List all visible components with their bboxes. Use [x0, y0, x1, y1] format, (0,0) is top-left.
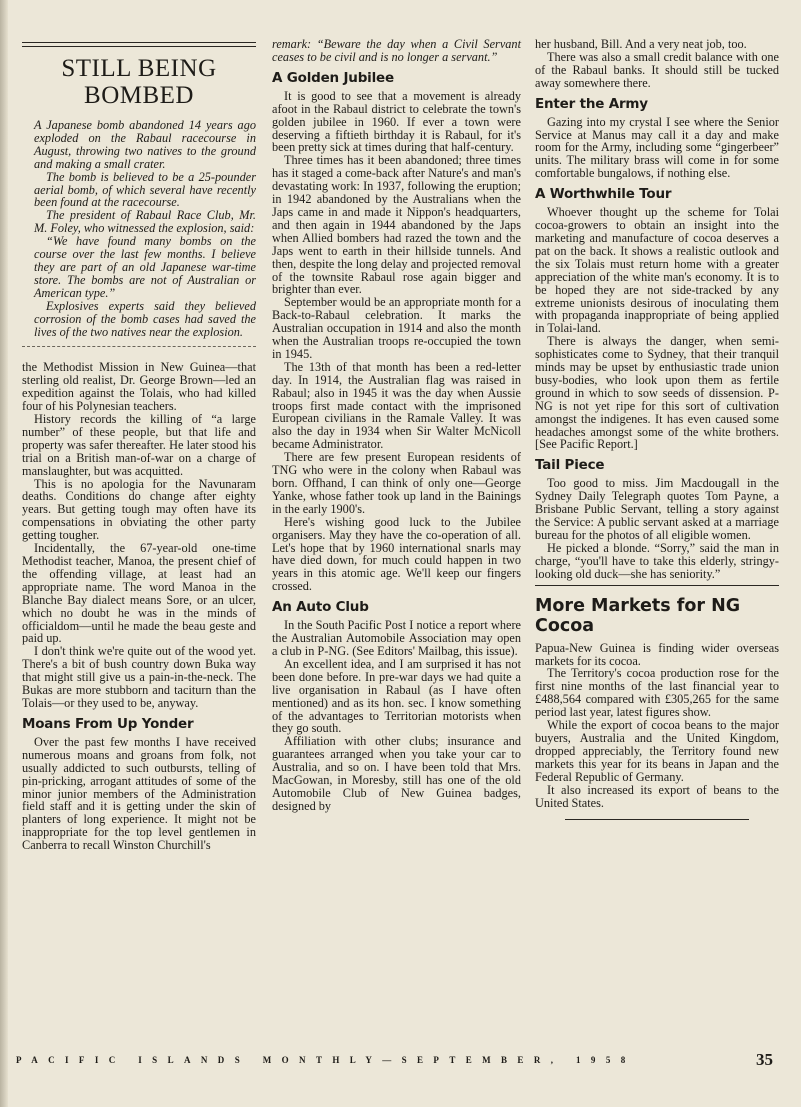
body-paragraph: There are few present European residents of TNG who were in the colony when Rabaul was born. Offhand, I can think of only one—George Yanke, whose father took up land in the Bainings in the early 1900's. [272, 450, 521, 516]
body-paragraph: In the South Pacific Post I notice a report where the Australian Automobile Association may open a club in P-NG. (See Editors' Mailbag, this issue). [272, 618, 521, 658]
body-paragraph: Papua-New Guinea is finding wider overseas markets for its cocoa. [535, 640, 779, 668]
body-paragraph: History records the killing of “a large number” of these people, but that life and property was safer thereafter. He later stood his trial on a British man-of-war on a charge of manslaughter, but was acquitted. [22, 412, 256, 478]
body-paragraph: Three times has it been abandoned; three times has it staged a come-back after Nature's and man's devastating work: In 1937, following the eruption; in 1942 abandoned by the Australians when the Japs came in and made it Nippon's headquarters, and then again in 1944 abandoned by the Japs when Allied bombers had razed the town and the Japs went to earth in their hillside tunnels. And then, despite the long delay and projected removal of the townsite Rabaul rose again bigger and brighter than ever. [272, 153, 521, 297]
end-rule [565, 819, 749, 820]
body-paragraph: her husband, Bill. And a very neat job, too. [535, 37, 747, 51]
body-paragraph: Incidentally, the 67-year-old one-time Methodist teacher, Manoa, the present chief of the offending village, at least had an appropriate name. The word Manoa in the Blanche Bay dialect means Sore, or an ulcer, which no doubt he was in the minds of officialdom—until he made the beau geste and paid up. [22, 541, 256, 646]
body-paragraph: Whoever thought up the scheme for Tolai cocoa-growers to obtain an insight into the marketing and manufacture of cocoa deserves a pat on the back. It shows a realistic outlook and the six Tolais must return home with a greater appreciation of the white man's economy. It is to be hoped they are not side-tracked by any extreme unionists desirous of inoculating them with propaganda inappropriate of being applied in Tolai-land. [535, 205, 779, 336]
boxed-story-title: STILL BEING BOMBED [61, 55, 217, 109]
boxed-paragraph: Explosives experts said they believed corrosion of the bomb cases had saved the lives of the two natives near the explosion. [34, 298, 256, 339]
body-paragraph: There is always the danger, when semi-sophisticates come to Sydney, that their tranquil minds may be upset by enthusiastic trade union busy-bodies, who look upon them as fertile ground in which to sow seeds of dissension. P-NG is not yet ripe for this sort of cultivation amongst the indigenes. It has even caused some headaches amongst some of the white brothers. [See Pacific Report.] [535, 334, 779, 452]
body-paragraph: He picked a blonde. “Sorry,” said the man in charge, “you'll have to take this elderly, stringy-looking old duck—she has seniority.” [535, 540, 779, 581]
body-paragraph: Here's wishing good luck to the Jubilee organisers. May they have the co-operation of all. Let's hope that by 1960 international snarls may have died down, for much could happen in two years in this atomic age. We'll keep our fingers crossed. [272, 514, 521, 594]
running-footer: PACIFIC ISLANDS MONTHLY—SEPTEMBER, 1958 [16, 1055, 636, 1065]
body-paragraph: It also increased its export of beans to the United States. [535, 782, 779, 810]
page-gutter-shadow [0, 0, 8, 1107]
body-paragraph: The Territory's cocoa production rose for the first nine months of the last financial year to £488,564 compared with £305,265 for the same period last year, latest figures show. [535, 666, 779, 720]
body-paragraph: Too good to miss. Jim Macdougall in the Sydney Daily Telegraph quotes Tom Payne, a Brisbane Public Servant, telling a story against the Service: A public servant asked at a marriage bureau for the photos of all eligible women. [535, 476, 779, 542]
body-paragraph: The 13th of that month has been a red-letter day. In 1914, the Australian flag was raised in Rabaul; also in 1945 it was the day when Aussie troops first made contact with the imprisoned European civilians in the Ramale Valley. It was also the day in 1934 when Sir Walter McNicoll became Administrator. [272, 359, 521, 452]
boxed-paragraph: The bomb is believed to be a 25-pounder aerial bomb, of which several have recently been found at the racecourse. [34, 169, 256, 210]
column-1 [22, 38, 256, 852]
section-heading-worthwhile-tour: A Worthwhile Tour [535, 186, 672, 203]
body-paragraph: remark: “Beware the day when a Civil Servant ceases to be civil and is no longer a servant.” [272, 37, 521, 64]
page-number: 35 [756, 1050, 773, 1069]
body-paragraph: An excellent idea, and I am surprised it has not been done before. In pre-war days we had quite a live organisation in Rabaul (as I have often mentioned) and as its hon. sec. I know something of the advantages to Territorian motorists when they go south. [272, 656, 521, 736]
body-paragraph: There was also a small credit balance with one of the Rabaul banks. It should still be tucked away somewhere there. [535, 49, 779, 90]
boxed-paragraph: A Japanese bomb abandoned 14 years ago exploded on the Rabaul racecourse in August, throwing two natives to the ground and making a small crater. [34, 118, 256, 171]
column-2 [272, 38, 521, 813]
boxed-paragraph: The president of Rabaul Race Club, Mr. M. Foley, who witnessed the explosion, said: [34, 208, 256, 236]
box-bottom-divider [22, 346, 256, 353]
body-paragraph: This is no apologia for the Navunaram deaths. Conditions do change after eighty years. But getting tough may often have its compensations in obviating the other party getting tougher. [22, 476, 256, 543]
body-paragraph: Over the past few months I have received numerous moans and groans from folk, not usually addicted to such outbursts, telling of pin-pricking, arrogant attitudes of some of the minor junior members of the Administration field staff and it is getting under the skin of planters of long experience. It might not be inappropriate for the top level gentlemen in Canberra to recall Winston Churchill's [22, 734, 256, 853]
body-paragraph: Affiliation with other clubs; insurance and guarantees arranged when you take your car to Australia, and so on. I have been told that Mrs. MacGowan, in Moresby, still has one of the old Automobile Club of New Guinea badges, designed by [272, 734, 521, 813]
body-paragraph: I don't think we're quite out of the wood yet. There's a bit of bush country down Buka way that might still give us a pain-in-the-neck. The Bukas are more stubborn and taciturn than the Tolais—or they used to be, anyway. [22, 644, 256, 710]
section-rule [535, 585, 779, 586]
section-heading-auto-club: An Auto Club [272, 599, 369, 616]
section-heading-army: Enter the Army [535, 95, 648, 112]
boxed-paragraph: “We have found many bombs on the course over the last few months. I believe they are part of an old Japanese war-time store. The bombs are not of Australian or American type.” [34, 234, 256, 300]
boxed-story [22, 119, 256, 338]
box-top-rule [22, 42, 256, 47]
body-paragraph: It is good to see that a movement is already afoot in the Rabaul district to celebrate the town's golden jubilee in 1960. If ever a town were deserving a fiftieth birthday it is Rabaul, for it's been pretty sick at times during that half-century. [272, 88, 521, 155]
body-paragraph: the Methodist Mission in New Guinea—that sterling old realist, Dr. George Brown—led an expedition against the Tolais, who had killed four of his Polynesian teachers. [22, 360, 256, 414]
body-paragraph: Gazing into my crystal I see where the Senior Service at Manus may call it a day and make room for the Army, including some “gingerbeer” units. The military brass will come in for some comfortable bungalows, if nothing else. [535, 114, 779, 181]
section-heading-more-markets: More Markets for NG Cocoa [535, 595, 741, 636]
section-heading-moans: Moans From Up Yonder [22, 715, 194, 732]
body-paragraph: While the export of cocoa beans to the major buyers, Australia and the United Kingdom, dropped appreciably, the Territory found new markets this year for its beans in Japan and the Federal Republic of Germany. [535, 718, 779, 784]
section-heading-golden-jubilee: A Golden Jubilee [272, 69, 394, 86]
body-paragraph: September would be an appropriate month for a Back-to-Rabaul celebration. It marks the Australian occupation in 1914 and also the month when the Australian troops re-occupied the town in 1945. [272, 295, 521, 361]
section-heading-tail-piece: Tail Piece [535, 457, 605, 474]
column-3 [535, 38, 779, 820]
